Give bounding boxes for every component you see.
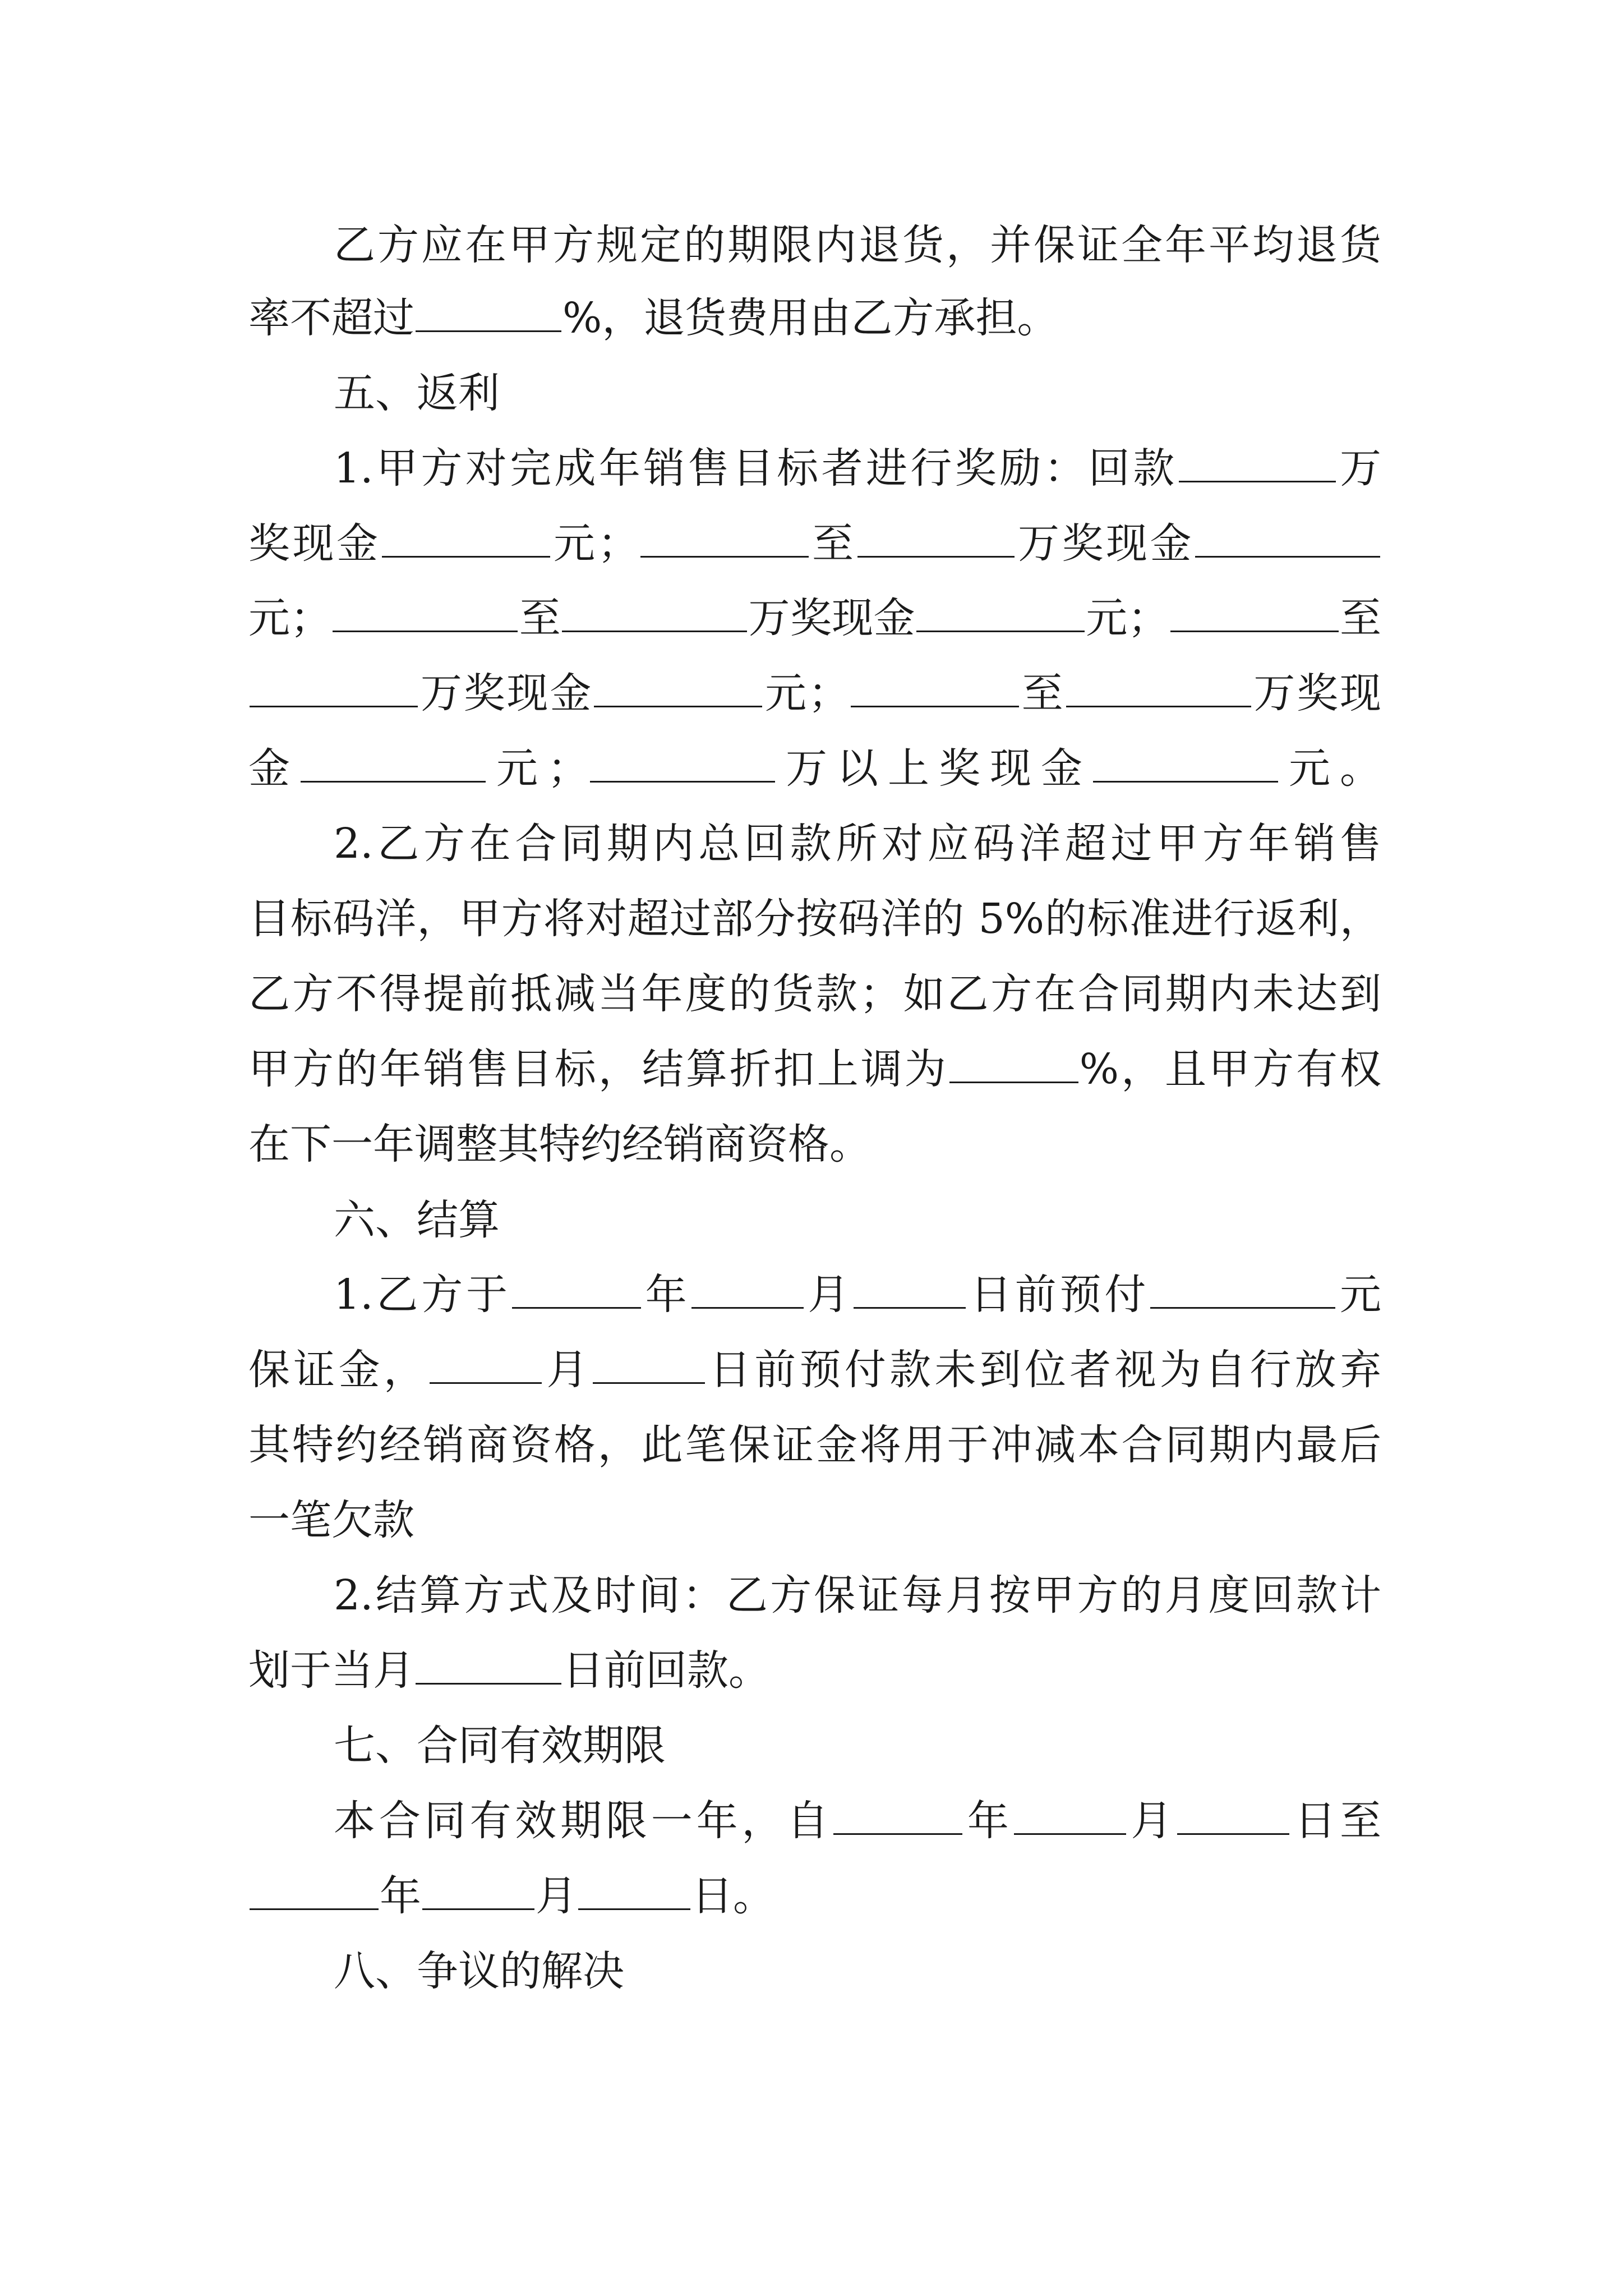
clause-rebate-1-cont: 奖现金 元； 至 万奖现金 (248, 516, 1381, 572)
clause-rebate-1: 1.甲方对完成年销售目标者进行奖励：回款 万 (334, 444, 1381, 493)
fill-blank[interactable] (1179, 448, 1336, 482)
clause-rebate-1-cont: 万奖现金 元； 至 万奖现 (248, 665, 1381, 721)
fill-blank[interactable] (1014, 1801, 1126, 1835)
fill-blank[interactable] (593, 1350, 705, 1384)
fill-blank[interactable] (857, 523, 1015, 558)
fill-blank[interactable] (854, 1274, 966, 1309)
fill-blank[interactable] (691, 1274, 804, 1309)
clause-settlement-1: 1.乙方于 年 月 日前预付 元 (334, 1271, 1382, 1319)
fill-blank[interactable] (512, 1274, 641, 1309)
fill-blank[interactable] (1066, 673, 1251, 707)
clause-rebate-2-cont: 甲方的年销售目标，结算折扣上调为 %，且甲方有权 (248, 1045, 1381, 1093)
fill-blank[interactable] (590, 748, 775, 783)
fill-blank[interactable] (422, 1876, 534, 1910)
clause-rebate-1-cont: 金 元； 万以上奖现金 元。 (248, 744, 1381, 793)
clause-rebate-2-cont: 在下一年调整其特约经销商资格。 (248, 1120, 871, 1168)
fill-blank[interactable] (578, 1876, 690, 1910)
fill-blank[interactable] (333, 598, 518, 632)
clause-settlement-2-cont: 划于当月 日前回款。 (248, 1646, 770, 1695)
clause-settlement-1-cont: 其特约经销商资格，此笔保证金将用于冲减本合同期内最后 (248, 1421, 1381, 1469)
clause-rebate-1-cont: 元； 至 万奖现金 元； 至 (248, 594, 1382, 642)
fill-blank[interactable] (1093, 748, 1278, 783)
fill-blank[interactable] (250, 1876, 379, 1910)
fill-blank[interactable] (833, 1801, 962, 1835)
fill-blank[interactable] (430, 1350, 542, 1384)
fill-blank[interactable] (1195, 523, 1380, 558)
clause-return-goods: 乙方应在甲方规定的期限内退货，并保证全年平均退货 (334, 221, 1381, 269)
fill-blank[interactable] (562, 598, 747, 632)
section-heading-dispute: 八、争议的解决 (334, 1947, 624, 1995)
clause-term: 本合同有效期限一年，自 年 月 日至 (334, 1797, 1382, 1845)
fill-blank[interactable] (416, 298, 561, 332)
section-heading-term: 七、合同有效期限 (334, 1722, 666, 1770)
clause-settlement-1-cont: 保证金， 月 日前预付款未到位者视为自行放弃 (248, 1346, 1382, 1394)
fill-blank[interactable] (851, 673, 1019, 707)
fill-blank[interactable] (1150, 1274, 1335, 1309)
section-heading-rebate: 五、返利 (334, 369, 500, 417)
fill-blank[interactable] (250, 673, 418, 707)
clause-settlement-2: 2.结算方式及时间：乙方保证每月按甲方的月度回款计 (334, 1571, 1381, 1619)
fill-blank[interactable] (640, 523, 809, 558)
fill-blank[interactable] (949, 1049, 1078, 1083)
clause-return-rate: 率不超过 %，退货费用由乙方承担。 (248, 294, 1059, 342)
clause-rebate-2-cont: 目标码洋，甲方将对超过部分按码洋的 5%的标准进行返利， (248, 895, 1381, 943)
section-heading-settlement: 六、结算 (334, 1196, 500, 1244)
fill-blank[interactable] (382, 523, 550, 558)
fill-blank[interactable] (416, 1650, 561, 1685)
fill-blank[interactable] (1177, 1801, 1289, 1835)
fill-blank[interactable] (301, 748, 486, 783)
clause-rebate-2-cont: 乙方不得提前抵减当年度的货款；如乙方在合同期内未达到 (248, 970, 1381, 1018)
fill-blank[interactable] (594, 673, 762, 707)
clause-term-cont: 年 月 日。 (248, 1868, 1381, 1924)
fill-blank[interactable] (916, 598, 1085, 632)
clause-settlement-1-cont: 一笔欠款 (248, 1496, 414, 1544)
clause-rebate-2: 2.乙方在合同期内总回款所对应码洋超过甲方年销售 (334, 820, 1381, 868)
fill-blank[interactable] (1170, 598, 1339, 632)
